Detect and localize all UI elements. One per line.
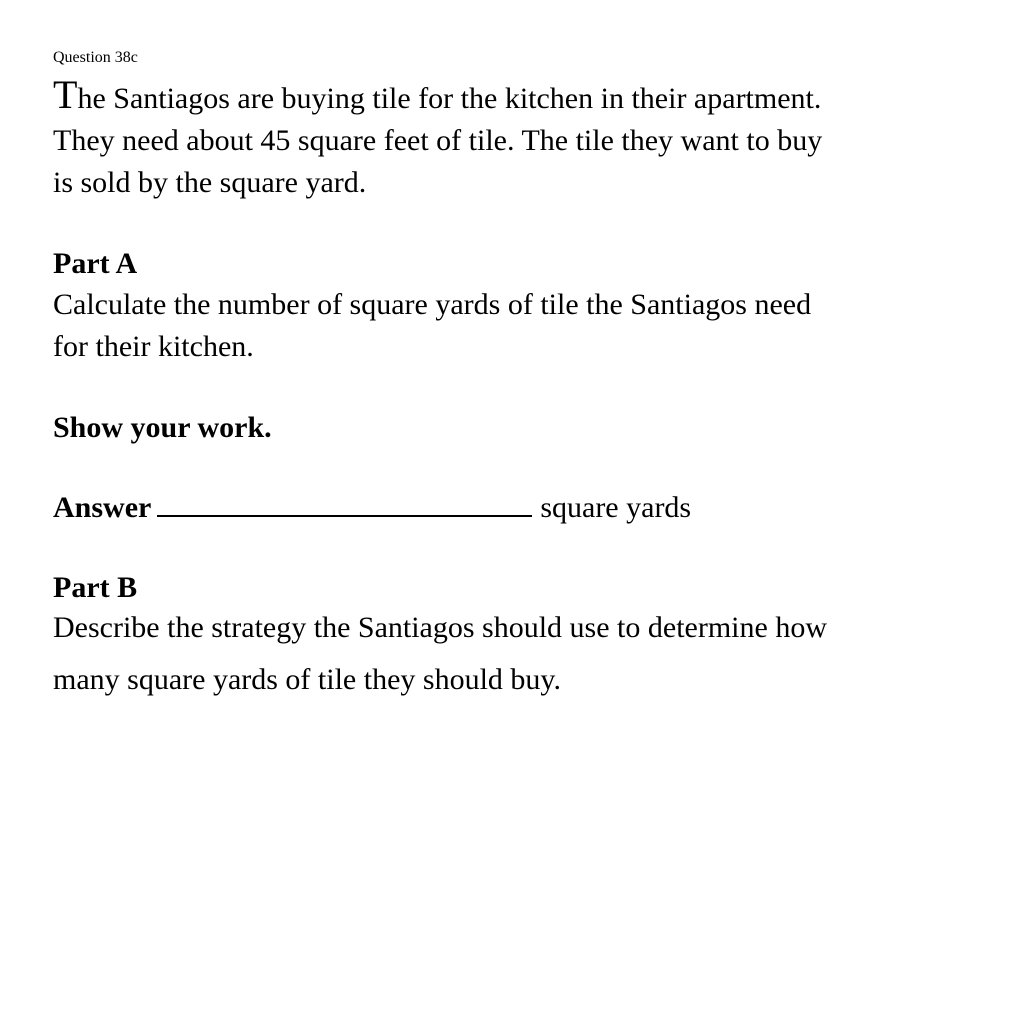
question-number: Question 38c [53,49,138,66]
intro-line-1: he Santiagos are buying tile for the kitchen in their apartment. [77,82,822,115]
spacer [53,528,953,568]
spacer [53,204,953,244]
part-a-prompt [53,284,953,368]
show-work-instruction: Show your work. [53,411,272,444]
spacer [53,368,953,408]
intro-line-3: is sold by the square yard. [53,166,367,199]
part-b-line-1: Describe the strategy the Santiagos should use to determine how [53,611,827,644]
answer-row [53,488,953,528]
part-a-line-1: Calculate the number of square yards of tile the Santiagos need [53,288,812,321]
intro-dropcap: T [53,72,78,117]
answer-blank-field[interactable] [157,489,532,517]
part-b-prompt [53,602,953,706]
part-b-heading: Part B [53,571,138,604]
answer-unit: square yards [540,491,692,524]
answer-label: Answer [53,491,152,524]
part-b-line-2: many square yards of tile they should buy. [53,663,561,696]
part-a-heading: Part A [53,247,138,280]
spacer [53,448,953,488]
part-a-line-2: for their kitchen. [53,330,254,363]
document-page [53,48,953,706]
question-intro [53,74,953,204]
intro-line-2: They need about 45 square feet of tile. The tile they want to buy [53,124,823,157]
